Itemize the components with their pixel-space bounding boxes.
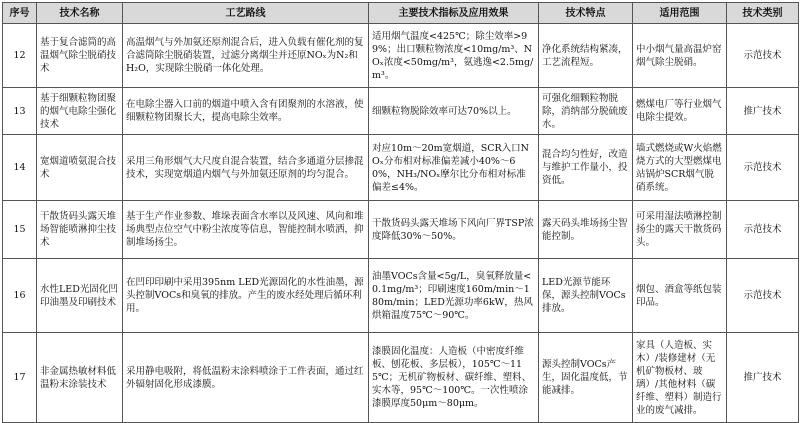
- table-header-row: [3, 3, 799, 24]
- cell-category: 示范技术: [727, 201, 799, 259]
- cell-route: 采用三角形烟气大尺度自混合装置，结合多通道分层掺混技术，实现宽烟道内烟气与外加氨还原剂的均匀混合。: [123, 135, 369, 201]
- cell-category: 推广技术: [727, 333, 799, 423]
- cell-name: 干散货码头露天堆场智能喷淋抑尘技术: [37, 201, 123, 259]
- cell-feature: 混合均匀性好，改造与维护工作量小，投资低。: [539, 135, 633, 201]
- cell-category: 示范技术: [727, 259, 799, 333]
- table-row: [3, 135, 799, 201]
- cell-indicator: 干散货码头露天堆场下风向厂界TSP浓度降低30%～50%。: [369, 201, 539, 259]
- cell-route: 采用静电吸附，将低温粉末涂料喷涂于工件表面，通过红外辐射固化形成漆膜。: [123, 333, 369, 423]
- header-no: 序号: [3, 3, 37, 24]
- cell-scope: 墙式燃烧或W火焰燃烧方式的大型燃煤电站锅炉SCR烟气脱硝系统。: [633, 135, 727, 201]
- cell-indicator: 漆膜固化温度：人造板（中密度纤维板、刨花板、多层板），105℃～115℃；无机矿物板材、碳纤维、塑料、实木等，95℃～100℃。一次性喷涂漆膜厚度50μm～80μm。: [369, 333, 539, 423]
- cell-indicator: 油墨VOCs含量<5g/L，臭氧释放量<0.1mg/m³；印刷速度160m/min～180m/min；LED光源功率6kW，热风烘箱温度75℃～90℃。: [369, 259, 539, 333]
- cell-indicator: 细颗粒物脱除效率可达70%以上。: [369, 88, 539, 135]
- technology-table: [2, 2, 799, 423]
- cell-no: 15: [3, 201, 37, 259]
- cell-no: 17: [3, 333, 37, 423]
- cell-feature: 净化系统结构紧凑，工艺流程短。: [539, 24, 633, 88]
- header-route: 工艺路线: [123, 3, 369, 24]
- header-scope: 适用范围: [633, 3, 727, 24]
- cell-category: 示范技术: [727, 24, 799, 88]
- cell-no: 12: [3, 24, 37, 88]
- table-row: [3, 333, 799, 423]
- cell-scope: 燃煤电厂等行业烟气电除尘提效。: [633, 88, 727, 135]
- cell-feature: 可强化细颗粒物脱除，消纳部分脱硫废水。: [539, 88, 633, 135]
- cell-no: 13: [3, 88, 37, 135]
- cell-feature: LED光源节能环保，源头控制VOCs排放。: [539, 259, 633, 333]
- cell-category: 推广技术: [727, 88, 799, 135]
- cell-name: 水性LED光固化凹印油墨及印刷技术: [37, 259, 123, 333]
- cell-route: 在凹印印刷中采用395nm LED光源固化的水性油墨，源头控制VOCs和臭氧的排放。产生的废水经处理后循环利用。: [123, 259, 369, 333]
- cell-name: 基于细颗粒物团聚的烟气电除尘强化技术: [37, 88, 123, 135]
- cell-name: 宽烟道喷氨混合技术: [37, 135, 123, 201]
- cell-no: 16: [3, 259, 37, 333]
- cell-feature: 源头控制VOCs产生，固化温度低，节能减排。: [539, 333, 633, 423]
- header-name: 技术名称: [37, 3, 123, 24]
- cell-feature: 露天码头堆场扬尘智能控制。: [539, 201, 633, 259]
- cell-name: 基于复合滤筒的高温烟气除尘脱硝技术: [37, 24, 123, 88]
- cell-scope: 可采用湿法喷淋控制扬尘的露天干散货码头。: [633, 201, 727, 259]
- cell-route: 高温烟气与外加氨还原剂混合后，进入负载有催化剂的复合滤筒除尘脱硝装置，过滤分离烟尘并还原NOₓ为N₂和H₂O，实现除尘脱硝一体化处理。: [123, 24, 369, 88]
- header-feature: 技术特点: [539, 3, 633, 24]
- cell-name: 非金属热敏材料低温粉末涂装技术: [37, 333, 123, 423]
- table-row: [3, 24, 799, 88]
- cell-indicator: 适用烟气温度<425℃；除尘效率>99%；出口颗粒物浓度<10mg/m³、NOₓ浓度<50mg/m³，氨逃逸<2.5mg/m³。: [369, 24, 539, 88]
- table-row: [3, 88, 799, 135]
- cell-route: 在电除尘器入口前的烟道中喷入含有团聚剂的水溶液，使细颗粒物团聚长大，提高电除尘效率。: [123, 88, 369, 135]
- cell-scope: 烟包、酒盒等纸包装印品。: [633, 259, 727, 333]
- cell-indicator: 对应10m～20m宽烟道，SCR入口NOₓ分布相对标准偏差减小40%～60%，NH₃/NOₓ摩尔比分布相对标准偏差≤4%。: [369, 135, 539, 201]
- cell-scope: 家具（人造板、实木）/装修建材（无机矿物板材、玻璃）/其他材料（碳纤维、塑料）制造行业的废气减排。: [633, 333, 727, 423]
- table-row: [3, 201, 799, 259]
- header-category: 技术类别: [727, 3, 799, 24]
- cell-route: 基于生产作业参数、堆垛表面含水率以及风速、风向和堆场典型点位空气中粉尘浓度等信息，智能控制水喷洒，抑制堆场扬尘。: [123, 201, 369, 259]
- cell-scope: 中小烟气量高温炉窑烟气除尘脱硝。: [633, 24, 727, 88]
- cell-no: 14: [3, 135, 37, 201]
- table-row: [3, 259, 799, 333]
- cell-category: 示范技术: [727, 135, 799, 201]
- header-indicator: 主要技术指标及应用效果: [369, 3, 539, 24]
